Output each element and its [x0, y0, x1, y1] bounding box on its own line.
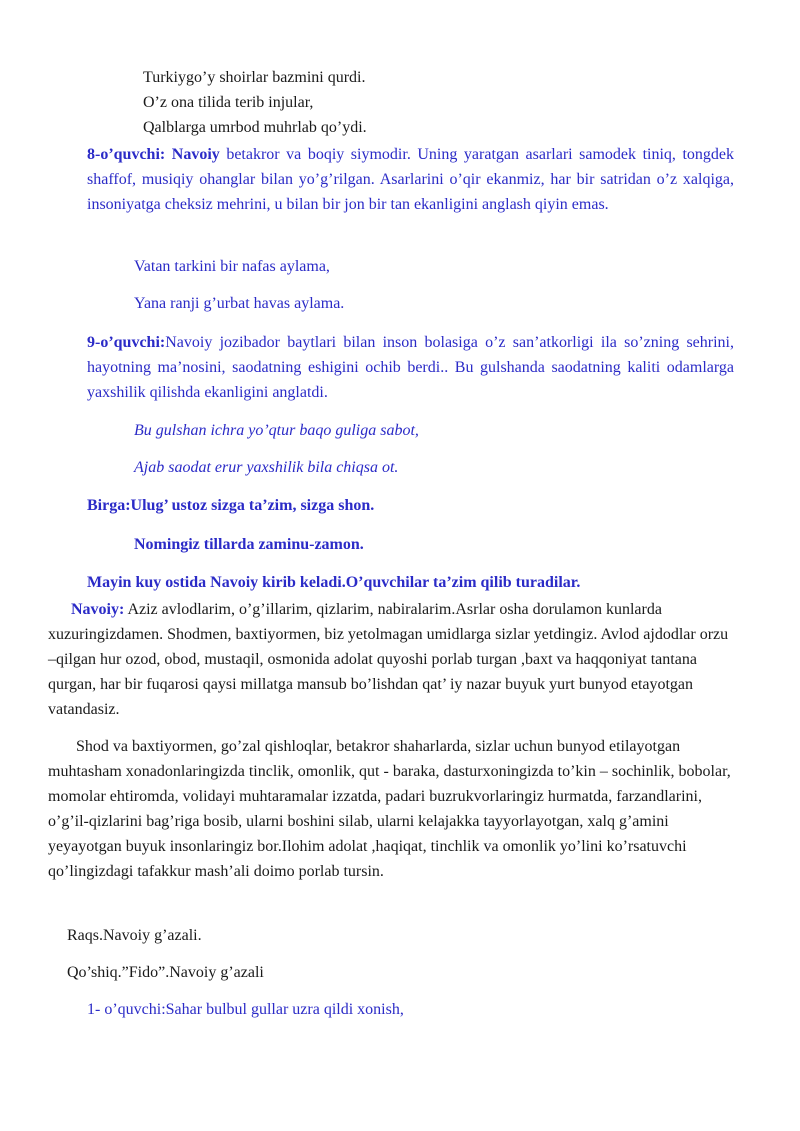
paragraph-9-oquvchi [87, 330, 734, 405]
paragraph-text: betakror va boqiy siymodir. Uning yaratgan asarlari samodek tiniq, tongdek shaffof, musiqiy ohanglar bilan yo’g’rilgan. Asarlarini o’qir ekanmiz, har bir satridan o’z xalqiga, insoniyatga cheksiz mehrini, u bilan bir jon bir tan ekanligini anglash qiyin emas. [87, 146, 734, 213]
stage-direction: Mayin kuy ostida Navoiy kirib keladi.O’quvchilar ta’zim qilib turadilar. [87, 574, 581, 591]
verse-italic-line-1: Bu gulshan ichra yo’qtur baqo guliga sabot, [134, 422, 419, 439]
raqs-line: Raqs.Navoiy g’azali. [67, 927, 202, 944]
speaker-label: 8-o’quvchi: [87, 146, 166, 163]
speaker-label: 9-o’quvchi: [87, 334, 166, 351]
last-line-1-oquvchi: 1- o’quvchi:Sahar bulbul gullar uzra qildi xonish, [87, 1001, 404, 1018]
verse-italic-line-2: Ajab saodat erur yaxshilik bila chiqsa ot. [134, 459, 399, 476]
birga-label: Birga: [87, 497, 131, 514]
paragraph-8-oquvchi [87, 142, 734, 217]
navoiy-speech [48, 597, 738, 722]
birga-line-2: Nomingiz tillarda zaminu-zamon. [134, 536, 364, 553]
speaker-name: Navoiy [171, 146, 220, 163]
speech-paragraph-2: Shod va baxtiyormen, go’zal qishloqlar, betakror shaharlarda, sizlar uchun bunyod etilayotgan muhtasham xonadonlaringizda tinclik, omonlik, qut - baraka, dasturxoningizda to’kin – sochinlik, bobolar, momolar ehtiromda, volidayi muhtaramalar izzatda, padari buzrukvorlaringiz hurmatda, farzandlarini, o’g’il-qizlarini bag’riga bosib, ularni boshini silab, ularni kelajakka tayyorlayotgan, xalq g’amini yeyayotgan buyuk insonlaringiz bor.Ilohim adolat ,haqiqat, tinchlik va omonlik yo’lini ko’rsatuvchi qo’lingizdagi tafakkur mash’ali doimo porlab tursin. [48, 738, 731, 880]
poem-line-1: Turkiygo’y shoirlar bazmini qurdi. [143, 69, 366, 86]
speech-text: Aziz avlodlarim, o’g’illarim, qizlarim, nabiralarim.Asrlar osha dorulamon kunlarda xuzuringizdamen. Shodmen, baxtiyormen, biz yetolmagan umidlarga sizlar yetdingiz. Avlod ajdodlar orzu –qilgan hur ozod, obod, mustaqil, osmonida adolat quyoshi porlab turgan ,baxt va haqqoniyat tantana qurgan, har bir fuqarosi qaysi millatga mansub bo’lishdan qat’ iy nazar buyuk yurt bunyod etayotgan vatandasiz. [48, 601, 729, 718]
qoshiq-line: Qo’shiq.”Fido”.Navoiy g’azali [67, 964, 264, 981]
verse-line-2: Yana ranji g’urbat havas aylama. [134, 295, 345, 312]
paragraph-text: Navoiy jozibador baytlari bilan inson bolasiga o’z san’atkorligi ila so’zning sehrini, hayotning ma’nosini, saodatning eshigini ochib berdi.. Bu gulshanda saodatning kaliti odamlarga yaxshilik qilishda ekanligini anglatdi. [87, 334, 734, 401]
birga-line [87, 496, 374, 516]
speaker-label-navoiy: Navoiy: [71, 601, 125, 618]
birga-text-1: Ulug’ ustoz sizga ta’zim, sizga shon. [130, 497, 375, 514]
poem-line-3: Qalblarga umrbod muhrlab qo’ydi. [143, 119, 367, 136]
verse-line-1: Vatan tarkini bir nafas aylama, [134, 258, 330, 275]
poem-line-2: O’z ona tilida terib injular, [143, 94, 314, 111]
